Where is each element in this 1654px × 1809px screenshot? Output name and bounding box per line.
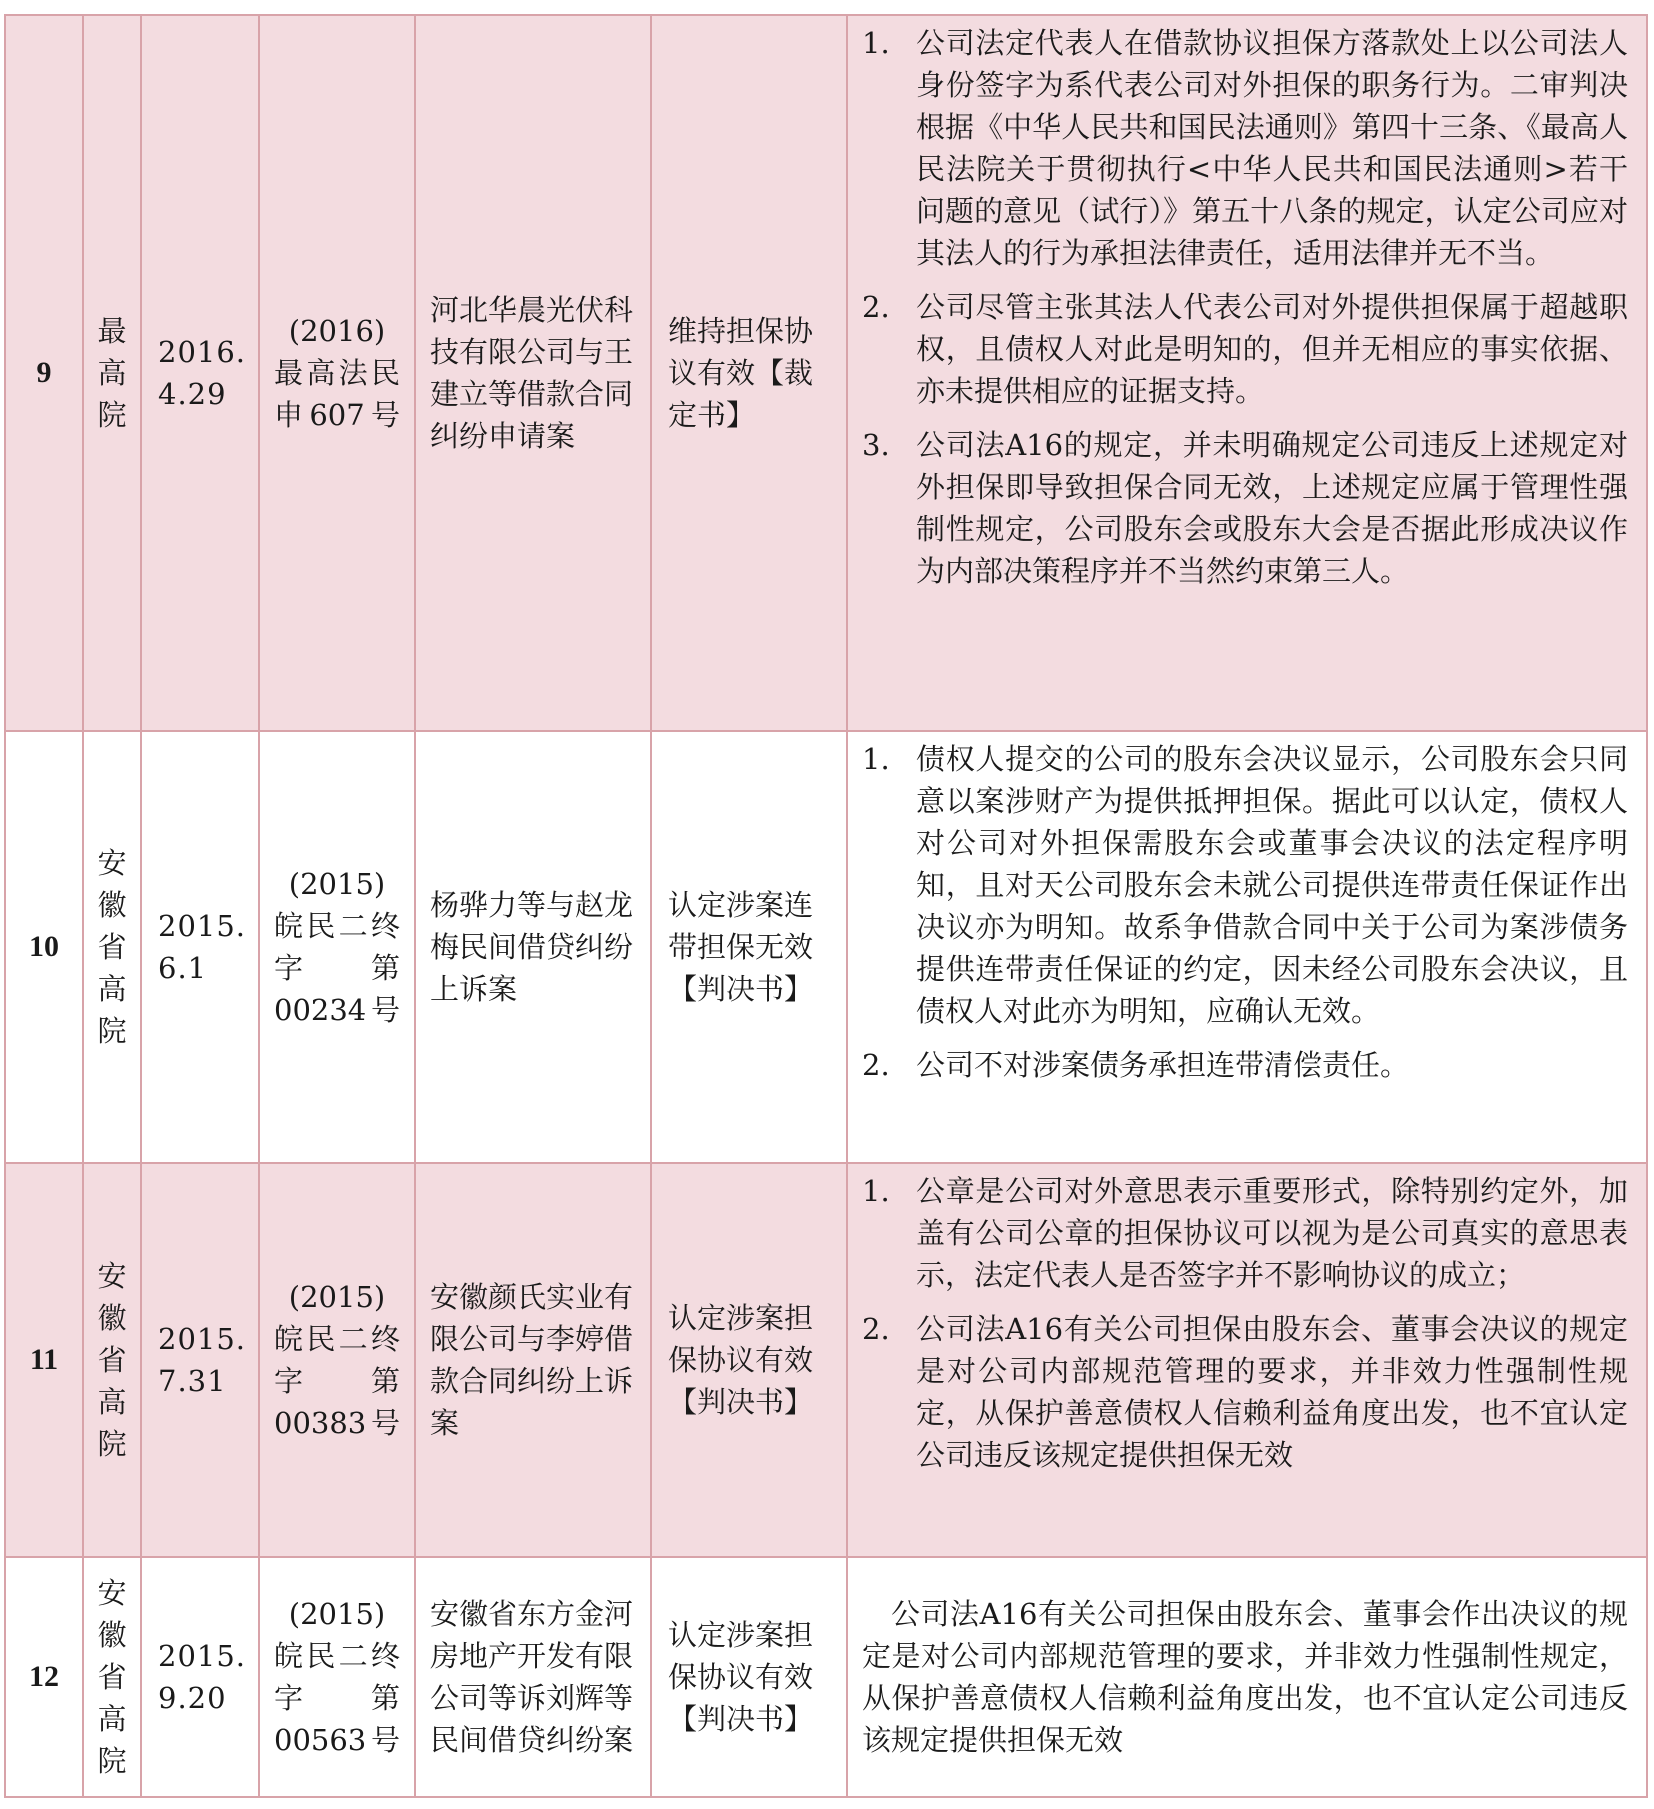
case-table [4,14,1648,1798]
table-row [5,1163,1647,1557]
case-number: (2015) 皖民二终字第00563号 [259,1557,415,1797]
case-result: 认定涉案担保协议有效【判决书】 [651,1557,847,1797]
case-name: 安徽颜氏实业有限公司与李婷借款合同纠纷上诉案 [415,1163,651,1557]
list-item: 1. 债权人提交的公司的股东会决议显示，公司股东会只同意以案涉财产为提供抵押担保。据此可以认定，债权人对公司对外担保需股东会或董事会决议的法定程序明知，且对天公司股东会未就公司提供连带责任保证作出决议亦为明知。故系争借款合同中关于公司为案涉债务提供连带责任保证的约定，因未经公司股东会决议，且债权人对此亦为明知，应确认无效。 [862,742,1628,1028]
case-number: (2015) 皖民二终字第00383号 [259,1163,415,1557]
case-reasoning [847,731,1647,1163]
list-item: 1. 公司法定代表人在借款协议担保方落款处上以公司法人身份签字为系代表公司对外担保的职务行为。二审判决根据《中华人民共和国民法通则》第四十三条、《最高人民法院关于贯彻执行<中华人民共和国民法通则>若干问题的意见（试行）》第五十八条的规定，认定公司应对其法人的行为承担法律责任，适用法律并无不当。 [862,26,1628,270]
list-item: 2. 公司尽管主张其法人代表公司对外提供担保属于超越职权，且债权人对此是明知的，但并无相应的事实依据、亦未提供相应的证据支持。 [862,290,1628,408]
decision-date: 2016. 4.29 [141,15,259,731]
case-name: 安徽省东方金河房地产开发有限公司等诉刘辉等民间借贷纠纷案 [415,1557,651,1797]
case-reasoning [847,1557,1647,1797]
list-item: 1. 公章是公司对外意思表示重要形式，除特别约定外，加盖有公司公章的担保协议可以视为是公司真实的意思表示，法定代表人是否签字并不影响协议的成立； [862,1174,1628,1292]
court-name: 安徽省高院 [97,846,127,1048]
decision-date: 2015. 7.31 [141,1163,259,1557]
case-result: 维持担保协议有效【裁定书】 [651,15,847,731]
case-reasoning [847,15,1647,731]
court-name: 最高院 [97,314,127,432]
table-row [5,15,1647,731]
court-name: 安徽省高院 [97,1576,127,1778]
table-row [5,1557,1647,1797]
case-reasoning [847,1163,1647,1557]
case-number: (2016) 最高法民申607号 [259,15,415,731]
case-number: (2015) 皖民二终字第00234号 [259,731,415,1163]
decision-date: 2015. 6.1 [141,731,259,1163]
row-number: 10 [5,731,83,1163]
reason-paragraph: 公司法A16有关公司担保由股东会、董事会作出决议的规定是对公司内部规范管理的要求，并非效力性强制性规定，从保护善意债权人信赖利益角度出发，也不宜认定公司违反该规定提供担保无效 [862,1597,1628,1757]
list-item: 3. 公司法A16的规定，并未明确规定公司违反上述规定对外担保即导致担保合同无效，上述规定应属于管理性强制性规定，公司股东会或股东大会是否据此形成决议作为内部决策程序并不当然约束第三人。 [862,428,1628,588]
case-result: 认定涉案担保协议有效【判决书】 [651,1163,847,1557]
list-item: 2. 公司法A16有关公司担保由股东会、董事会决议的规定是对公司内部规范管理的要求，并非效力性强制性规定，从保护善意债权人信赖利益角度出发，也不宜认定公司违反该规定提供担保无效 [862,1312,1628,1472]
case-name: 杨骅力等与赵龙梅民间借贷纠纷上诉案 [415,731,651,1163]
case-result: 认定涉案连带担保无效【判决书】 [651,731,847,1163]
list-item: 2. 公司不对涉案债务承担连带清偿责任。 [862,1048,1410,1082]
row-number: 12 [5,1557,83,1797]
court-name: 安徽省高院 [97,1259,127,1461]
row-number: 11 [5,1163,83,1557]
decision-date: 2015. 9.20 [141,1557,259,1797]
case-name: 河北华晨光伏科技有限公司与王建立等借款合同纠纷申请案 [415,15,651,731]
row-number: 9 [5,15,83,731]
table-row [5,731,1647,1163]
